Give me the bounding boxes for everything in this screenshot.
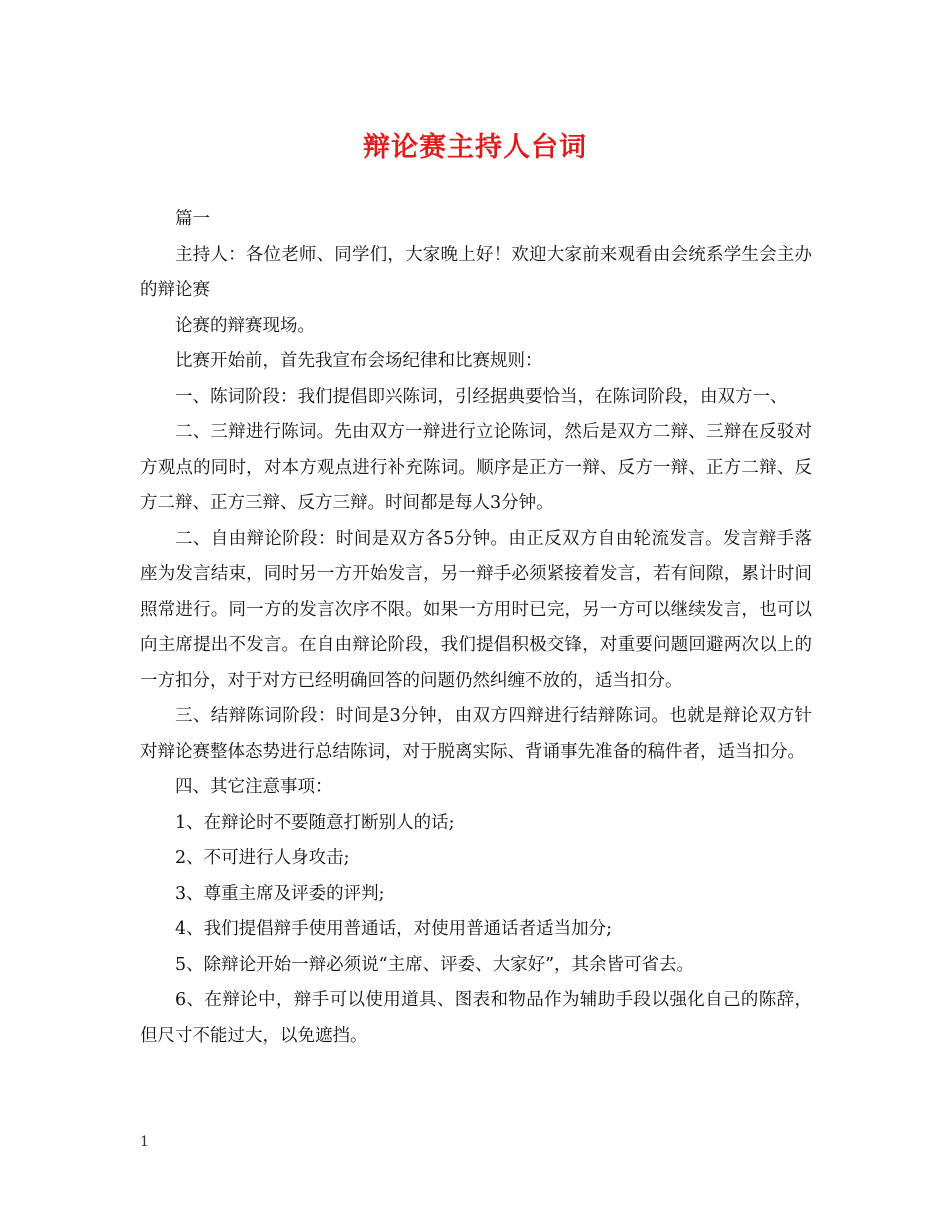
opening-statement-rule: 一、陈词阶段：我们提倡即兴陈词，引经据典要恰当，在陈词阶段，由双方一、 [175, 386, 788, 407]
free-debate-rule: 二、自由辩论阶段：时间是双方各5分钟。由正反双方自由轮流发言。发言辩手落座为发言结束，同时另一方开始发言，另一辩手必须紧接着发言，若有间隙，累计时间照常进行。同一方的发言次序不限。如果一方用时已完，另一方可以继续发言，也可以向主席提出不发言。在自由辩论阶段，我们提倡积极交锋，对重要问题回避两次以上的一方扣分，对于对方已经明确回答的问题仍然纠缠不放的，适当扣分。 [140, 528, 812, 691]
venue-paragraph: 论赛的辩赛现场。 [175, 315, 315, 336]
section-heading: 篇一 [175, 209, 210, 229]
note-item-2: 2、不可进行人身攻击; [175, 848, 350, 868]
host-greeting-paragraph: 主持人：各位老师、同学们，大家晚上好！欢迎大家前来观看由会统系学生会主办的辩论赛 [140, 244, 812, 300]
page-number: 1 [140, 1134, 149, 1150]
opening-statement-details: 二、三辩进行陈词。先由双方一辩进行立论陈词，然后是双方二辩、三辩在反驳对方观点的同时，对本方观点进行补充陈词。顺序是正方一辩、反方一辩、正方二辩、反方二辩、正方三辩、反方三辩。时间都是每人3分钟。 [140, 422, 812, 513]
note-item-5: 5、除辩论开始一辩必须说“主席、评委、大家好”，其余皆可省去。 [175, 954, 695, 975]
closing-statement-rule: 三、结辩陈词阶段：时间是3分钟，由双方四辩进行结辩陈词。也就是辩论双方针对辩论赛整体态势进行总结陈词，对于脱离实际、背诵事先准备的稿件者，适当扣分。 [140, 706, 812, 762]
note-item-6: 6、在辩论中，辩手可以使用道具、图表和物品作为辅助手段以强化自己的陈辞，但尺寸不能过大，以免遮挡。 [140, 990, 812, 1046]
rules-intro-paragraph: 比赛开始前，首先我宣布会场纪律和比赛规则： [175, 351, 543, 371]
note-item-4: 4、我们提倡辩手使用普通话，对使用普通话者适当加分; [175, 919, 613, 939]
other-notes-heading: 四、其它注意事项： [175, 777, 333, 797]
document-body [140, 202, 812, 1054]
note-item-3: 3、尊重主席及评委的评判; [175, 883, 385, 904]
note-item-1: 1、在辩论时不要随意打断别人的话; [175, 812, 455, 833]
document-title: 辩论赛主持人台词 [363, 132, 587, 163]
